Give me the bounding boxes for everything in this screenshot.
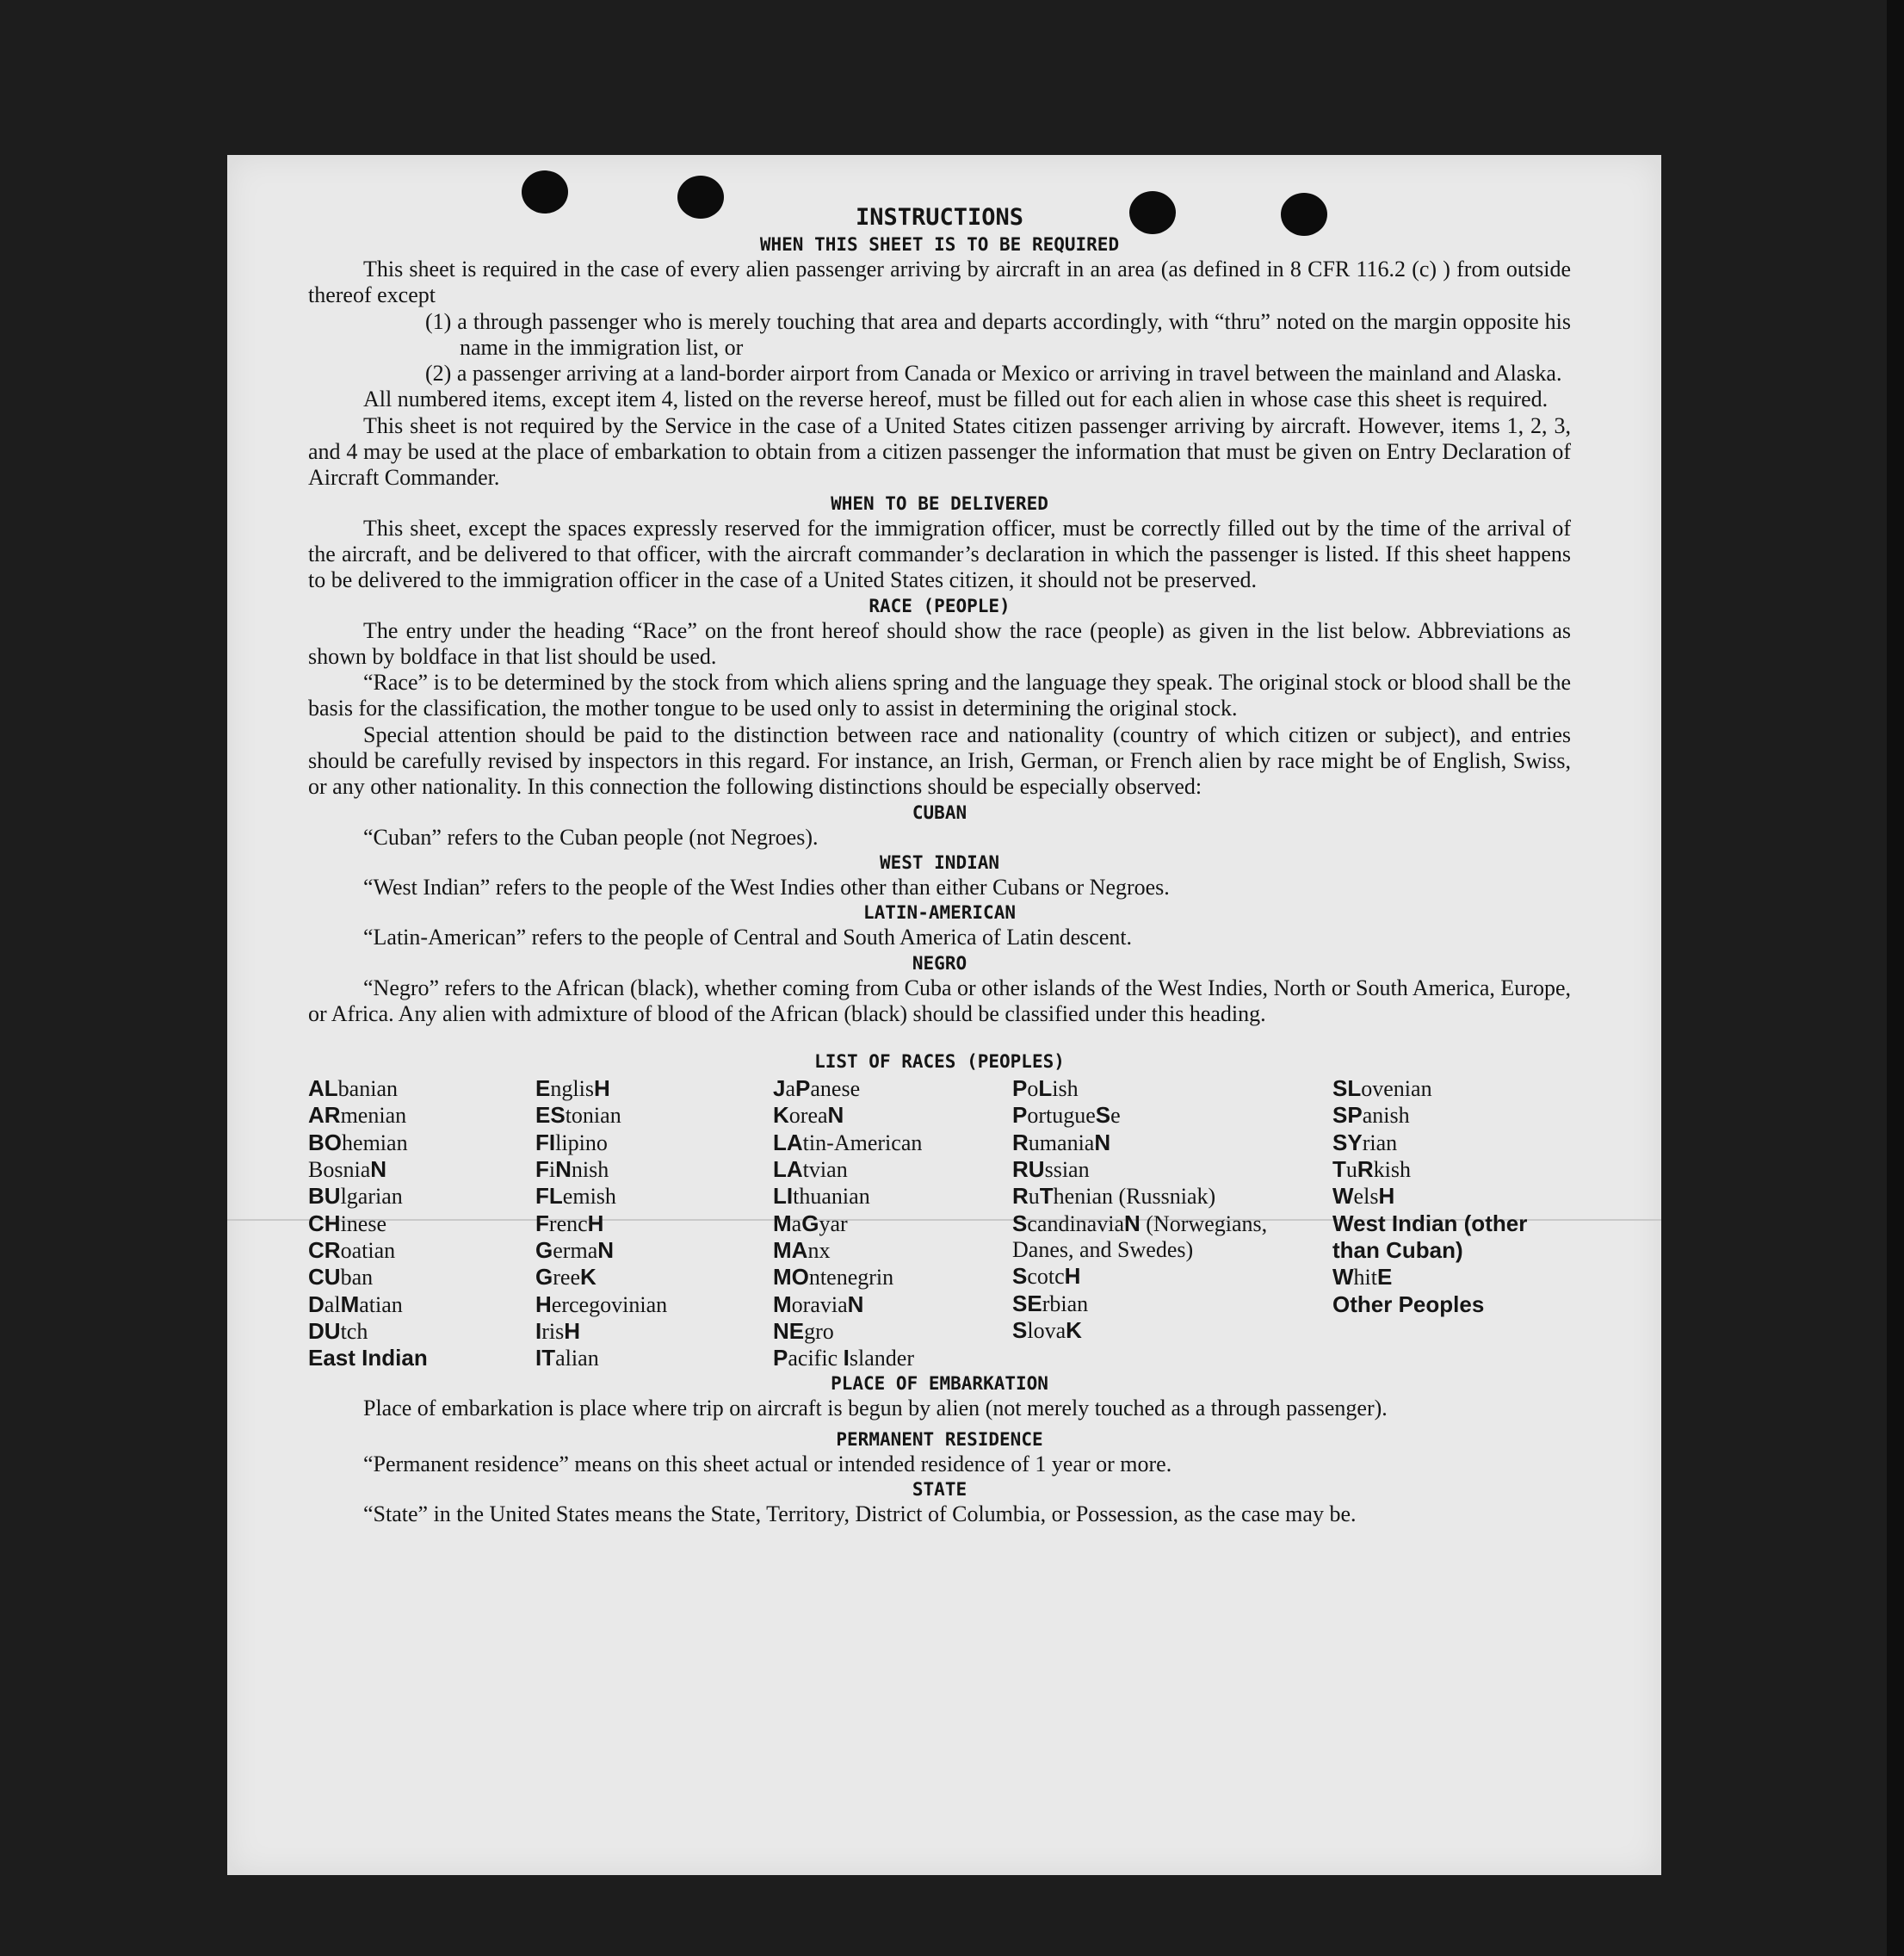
- race-entry: JaPanese: [773, 1075, 861, 1102]
- race-entry: LAtvian: [773, 1156, 848, 1183]
- race-entry: East Indian: [308, 1345, 428, 1371]
- paragraph: “Race” is to be determined by the stock from which aliens spring and the language they speak. The original stock or blood shall be the basis for the classification, the mother tongue to be used only to assist in determining the original stock.: [308, 670, 1571, 721]
- race-entry: Hercegovinian: [535, 1291, 668, 1317]
- race-entry: MoraviaN: [773, 1291, 864, 1317]
- scan-edge: [1887, 0, 1904, 1956]
- section-heading-delivered: WHEN TO BE DELIVERED: [831, 492, 1048, 514]
- section-heading-west-indian: WEST INDIAN: [879, 851, 1000, 873]
- section-heading-state: STATE: [912, 1478, 967, 1500]
- race-entry: EnglisH: [535, 1075, 610, 1102]
- race-entry: GermaN: [535, 1236, 615, 1263]
- race-entry: BosniaN: [308, 1156, 387, 1183]
- race-entry: ALbanian: [308, 1075, 398, 1102]
- race-entry: GreeK: [535, 1264, 597, 1291]
- race-entry: RUssian: [1012, 1156, 1090, 1183]
- paragraph: The entry under the heading “Race” on the front hereof should show the race (people) as given in the list below. Abbreviations as shown by boldface in that list should be used.: [308, 617, 1571, 669]
- exception-item: (1) a through passenger who is merely touching that area and departs accordingly, with “thru” noted on the margin opposite his name in the immigration list, or: [425, 308, 1571, 360]
- section-heading-latin-american: LATIN-AMERICAN: [862, 902, 1016, 924]
- race-entry: SErbian: [1012, 1290, 1089, 1316]
- races-column: [308, 1075, 535, 1371]
- race-entry: FrencH: [535, 1210, 604, 1236]
- race-entry: MOntenegrin: [773, 1264, 894, 1291]
- paragraph: This sheet, except the spaces expressly reserved for the immigration officer, must be correctly filled out by the time of the arrival of the aircraft, and be delivered to that officer, with the aircraft commander’s declaration in which the passenger is listed. If this sheet happens to be delivered to the immigration officer in the case of a United States citizen, it should not be preserved.: [308, 515, 1571, 593]
- race-entry: ARmenian: [308, 1102, 407, 1129]
- section-heading-negro: NEGRO: [912, 952, 967, 974]
- race-entry: KoreaN: [773, 1102, 844, 1129]
- section-heading-cuban: CUBAN: [912, 802, 967, 823]
- race-entry: IrisH: [535, 1317, 581, 1344]
- race-entry: Pacific Islander: [773, 1345, 914, 1371]
- race-entry: ScotcH: [1012, 1263, 1081, 1290]
- race-entry: FIlipino: [535, 1129, 608, 1155]
- race-entry: EStonian: [535, 1102, 621, 1129]
- races-column: [1012, 1075, 1332, 1371]
- races-column: [773, 1075, 1012, 1371]
- race-entry: DUtch: [308, 1317, 368, 1344]
- race-entry: NEgro: [773, 1317, 834, 1344]
- paragraph: “Negro” refers to the African (black), whether coming from Cuba or other islands of the West Indies, North or South America, Europe, or Africa. Any alien with admixture of blood of the African (black) should be classified under this heading.: [308, 975, 1571, 1026]
- paragraph: “Latin-American” refers to the people of Central and South America of Latin descent.: [363, 925, 1133, 950]
- race-entry: SYrian: [1332, 1129, 1398, 1155]
- race-entry: SLovenian: [1332, 1075, 1432, 1102]
- race-entry: TuRkish: [1332, 1156, 1412, 1183]
- races-column: [1332, 1075, 1570, 1371]
- race-entry: FLemish: [535, 1183, 616, 1210]
- race-entry: SlovaK: [1012, 1316, 1082, 1343]
- paragraph: Special attention should be paid to the distinction between race and nationality (country of which citizen or subject), and entries should be carefully revised by inspectors in this regard. For instance, an Irish, German, or French alien by race might be of English, Swiss, or any other nationality. In this connection the following distinctions should be especially observed:: [308, 721, 1571, 800]
- paragraph: “West Indian” refers to the people of the West Indies other than either Cubans or Negroes.: [363, 874, 1170, 900]
- race-entry: RumaniaN: [1012, 1129, 1111, 1155]
- race-entry: CUban: [308, 1264, 374, 1291]
- race-entry: Other Peoples: [1332, 1291, 1485, 1317]
- instructions-content: [308, 203, 1571, 1527]
- section-heading-required: WHEN THIS SHEET IS TO BE REQUIRED: [759, 234, 1120, 255]
- paragraph: “Cuban” refers to the Cuban people (not Negroes).: [363, 824, 819, 850]
- race-entry: SPanish: [1332, 1102, 1410, 1129]
- race-entry: DalMatian: [308, 1291, 403, 1317]
- race-entry: CRoatian: [308, 1236, 396, 1263]
- race-entry: MAnx: [773, 1236, 831, 1263]
- race-entry: ITalian: [535, 1345, 599, 1371]
- race-entry: PortugueSe: [1012, 1102, 1121, 1129]
- race-entry: WelsH: [1332, 1183, 1395, 1210]
- paragraph: This sheet is required in the case of every alien passenger arriving by aircraft in an area (as defined in 8 CFR 116.2 (c) ) from outside thereof except: [308, 257, 1571, 308]
- race-entry: LIthuanian: [773, 1183, 870, 1210]
- race-entry: BOhemian: [308, 1129, 408, 1155]
- section-heading-embarkation: PLACE OF EMBARKATION: [831, 1373, 1048, 1395]
- races-list: [308, 1075, 1571, 1371]
- race-entry: WhitE: [1332, 1264, 1393, 1291]
- race-entry: BUlgarian: [308, 1183, 403, 1210]
- section-heading-residence: PERMANENT RESIDENCE: [836, 1428, 1043, 1450]
- section-heading-list-of-races: LIST OF RACES (PEOPLES): [814, 1051, 1065, 1073]
- race-entry: CHinese: [308, 1210, 387, 1236]
- race-entry: MaGyar: [773, 1210, 848, 1236]
- page-title: INSTRUCTIONS: [855, 204, 1024, 231]
- paragraph: All numbered items, except item 4, listed on the reverse hereof, must be filled out for each alien in whose case this sheet is required.: [363, 387, 1549, 412]
- paragraph: “State” in the United States means the State, Territory, District of Columbia, or Possession, as the case may be.: [363, 1501, 1357, 1526]
- race-entry: RuThenian (Russniak): [1012, 1183, 1216, 1210]
- race-entry: West Indian (other than Cuban): [1332, 1210, 1528, 1263]
- race-entry: ScandinaviaN (Norwegians, Danes, and Swedes): [1012, 1210, 1268, 1262]
- races-column: [535, 1075, 773, 1371]
- race-entry: FiNnish: [535, 1156, 609, 1183]
- paragraph: This sheet is not required by the Service in the case of a United States citizen passenger arriving by aircraft. However, items 1, 2, 3, and 4 may be used at the place of embarkation to obtain from a citizen passenger the information that must be given on Entry Declaration of Aircraft Commander.: [308, 412, 1571, 491]
- document-page: [227, 155, 1661, 1875]
- exception-item: (2) a passenger arriving at a land-border airport from Canada or Mexico or arriving in travel between the mainland and Alaska.: [425, 361, 1562, 387]
- paragraph: Place of embarkation is place where trip on aircraft is begun by alien (not merely touched as a through passenger).: [363, 1396, 1388, 1421]
- race-entry: LAtin-American: [773, 1129, 923, 1155]
- paragraph: “Permanent residence” means on this sheet actual or intended residence of 1 year or more.: [363, 1451, 1172, 1476]
- race-entry: PoLish: [1012, 1075, 1079, 1102]
- section-heading-race: RACE (PEOPLE): [869, 595, 1011, 616]
